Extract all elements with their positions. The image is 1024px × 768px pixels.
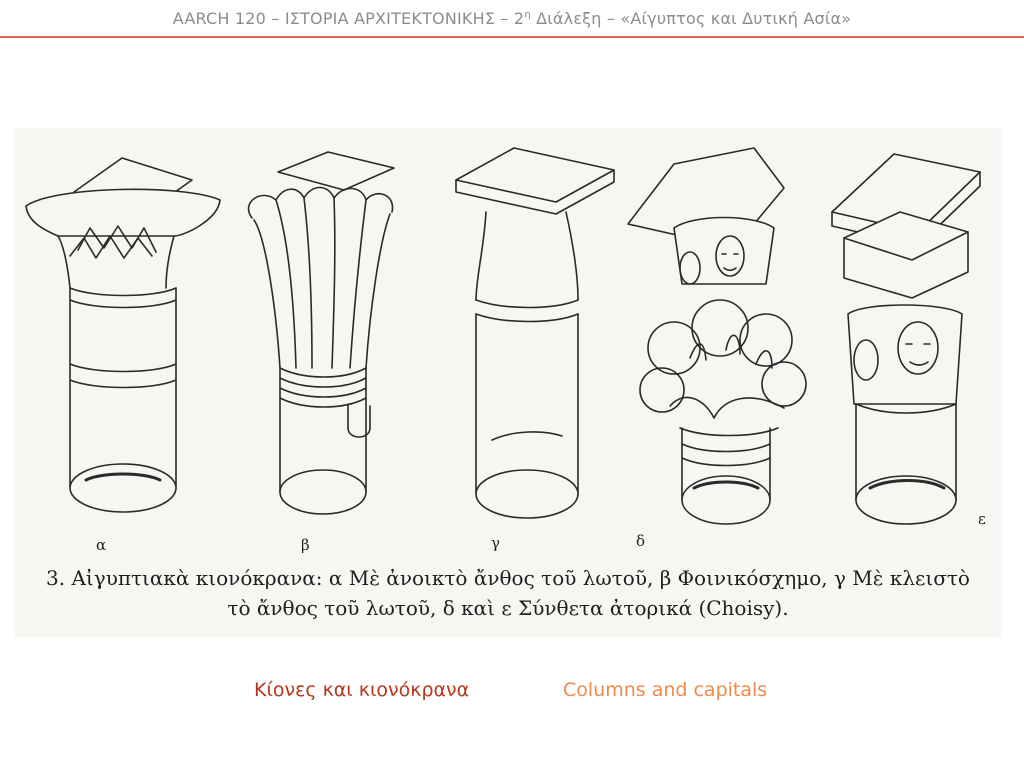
figure-caption-line1: 3. Αἰγυπτιακὰ κιονόκρανα: α Μὲ ἀνοικτὸ ἄνθος τοῦ λωτοῦ, β Φοινικόσχημο, γ Μὲ κλειστὸ bbox=[46, 566, 970, 590]
capitals-drawing bbox=[14, 128, 1002, 638]
label-beta: β bbox=[301, 536, 310, 554]
label-alpha: α bbox=[96, 536, 107, 554]
column-gamma bbox=[456, 148, 614, 518]
capitals-figure bbox=[14, 128, 1002, 638]
slide-title bbox=[0, 9, 1024, 28]
column-alpha bbox=[26, 158, 220, 512]
label-epsilon: ε bbox=[978, 510, 986, 528]
title-superscript: η bbox=[524, 9, 531, 21]
column-delta bbox=[628, 148, 806, 524]
header-divider bbox=[0, 36, 1024, 38]
column-beta bbox=[249, 152, 394, 514]
footer-title-english: Columns and capitals bbox=[563, 679, 768, 701]
label-delta: δ bbox=[636, 532, 646, 550]
figure-caption-line2: τὸ ἄνθος τοῦ λωτοῦ, δ καὶ ε Σύνθετα ἀτορικά (Choisy). bbox=[227, 596, 789, 620]
column-epsilon bbox=[832, 154, 980, 524]
footer-title-greek: Κίονες και κιονόκρανα bbox=[254, 679, 470, 701]
label-gamma: γ bbox=[491, 534, 500, 552]
title-rest: Διάλεξη – «Αίγυπτος και Δυτική Ασία» bbox=[530, 9, 852, 28]
title-main: AARCH 120 – ΙΣΤΟΡΙΑ ΑΡΧΙΤΕΚΤΟΝΙΚΗΣ – 2 bbox=[172, 9, 525, 28]
slide-header bbox=[0, 0, 1024, 38]
